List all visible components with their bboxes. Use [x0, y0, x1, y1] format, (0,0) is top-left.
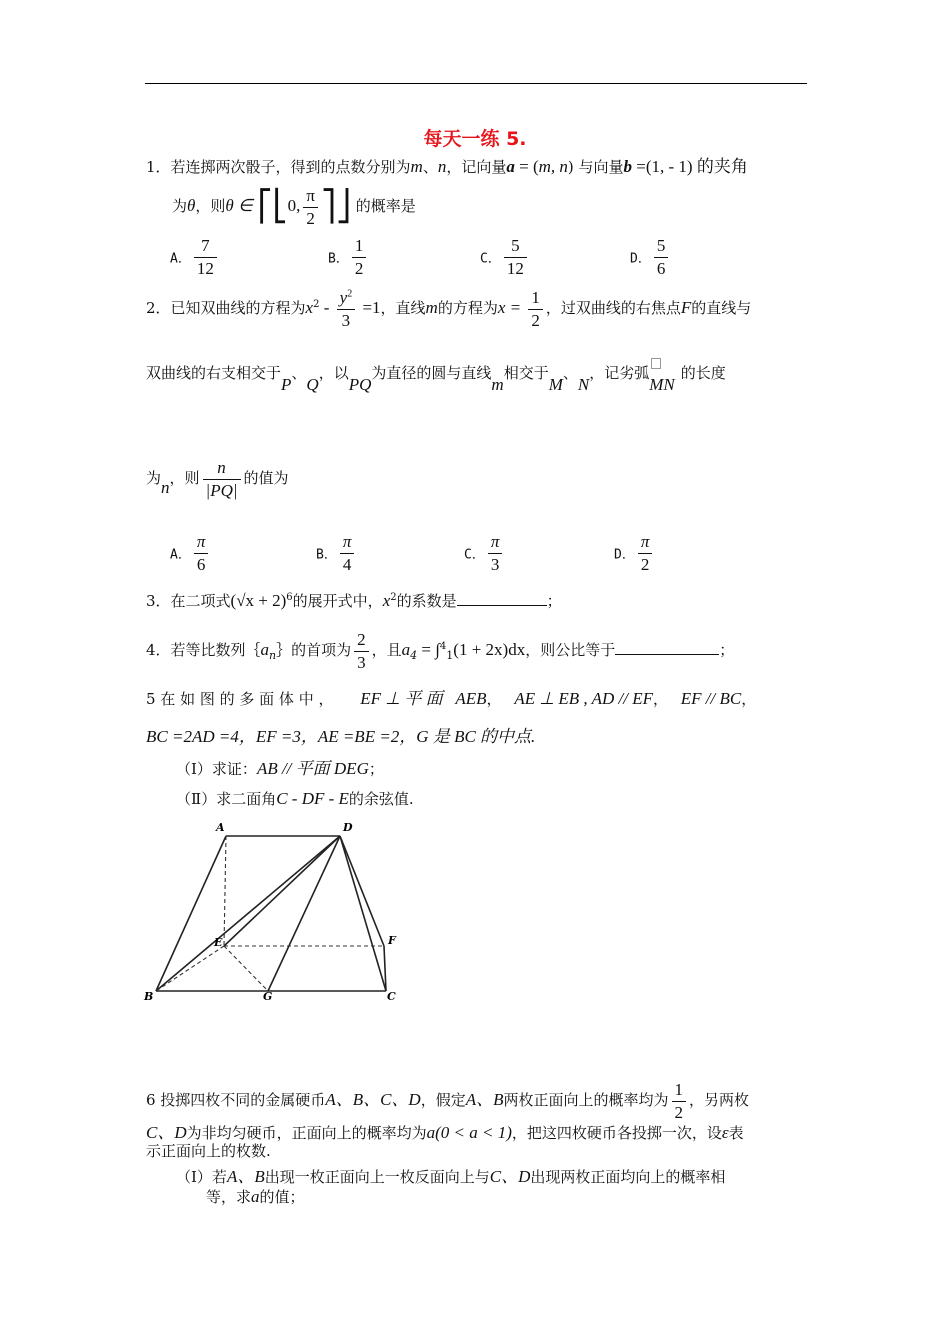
- q2-l2-c: 为直径的圆与直线: [371, 364, 492, 382]
- q3-text-c: 的系数是: [396, 592, 457, 610]
- q2-sq: 2: [313, 299, 320, 311]
- q5-c1: EF ⊥ 平 面: [360, 689, 443, 708]
- q6-p1-f: 等，求: [206, 1188, 252, 1206]
- q1-vector-a: a: [506, 157, 515, 176]
- q5-text: 5 在 如 图 的 多 面 体 中 ，: [146, 690, 334, 708]
- q2-l3-b: ，则: [169, 469, 200, 488]
- q2-l2-e: ，记劣弧: [589, 364, 650, 382]
- question-2-line-1: [146, 288, 751, 330]
- frac-den: 2: [306, 208, 315, 228]
- q1-l2-a: 为: [172, 197, 188, 216]
- frac-den: 12: [506, 258, 524, 278]
- q2-N: N: [577, 375, 590, 394]
- frac-den: 2: [354, 258, 364, 278]
- q2-text-b: ，直线: [380, 299, 426, 318]
- edge-DC: [340, 836, 386, 991]
- frac-num: 5: [504, 236, 527, 258]
- q1-option-b: [328, 236, 369, 278]
- q2-l3-a: 为: [146, 469, 162, 488]
- q2-option-a: [170, 532, 211, 574]
- question-5-line-1: [146, 684, 756, 709]
- q3-expr: (√x + 2): [230, 591, 287, 610]
- q2-text-c: 的方程为: [437, 299, 498, 318]
- q1-var-n: n: [437, 157, 447, 176]
- label-F: F: [388, 934, 396, 947]
- q4-n: n: [269, 649, 277, 663]
- label-E: E: [214, 936, 223, 949]
- q1-vector-b: b: [623, 157, 633, 176]
- label-A: A: [216, 821, 225, 834]
- frac-num: π: [638, 532, 653, 554]
- q2-option-d: [614, 532, 655, 574]
- question-1-line-2: [172, 186, 416, 228]
- q1-option-a: [170, 236, 220, 278]
- q6-p1-h: 的值；: [259, 1188, 305, 1206]
- q2-dun: 、: [291, 364, 307, 382]
- q5-c5: ，: [652, 690, 668, 708]
- q5-c4: AE ⊥ EB , AD // EF: [514, 689, 653, 708]
- q2-MN: MN: [649, 375, 675, 394]
- q4-a4: a: [401, 640, 411, 660]
- frac-num: 1: [352, 236, 367, 258]
- q2-F: F: [680, 298, 692, 318]
- frac-den: 4: [342, 554, 352, 574]
- q1-bval: =(1, - 1) 的夹角: [632, 157, 748, 176]
- q1-text-b: ，记向量: [446, 158, 507, 176]
- q3-sq: 2: [390, 592, 397, 603]
- q6-ab: A、B: [465, 1090, 504, 1110]
- option-label: B．: [328, 251, 349, 267]
- q4-two-thirds: [354, 630, 369, 672]
- frac-num: π: [488, 532, 503, 554]
- option-label: A．: [170, 251, 191, 267]
- q6-cd: C、D: [146, 1123, 187, 1142]
- q2-eq1: =1: [358, 298, 381, 318]
- q2-l2-f: 的长度: [680, 364, 726, 382]
- q3-text-b: 的展开式中，: [292, 592, 383, 610]
- q4-answer-blank[interactable]: [615, 654, 719, 655]
- question-4: [146, 630, 734, 672]
- q6-p1-b: A、B: [226, 1167, 265, 1186]
- q5-p2-b: C - DF - E: [276, 789, 349, 808]
- q4-text-d: ，则公比等于: [525, 641, 616, 660]
- label-B: B: [144, 990, 154, 1003]
- right-bracket: ⎤⎦: [320, 189, 351, 225]
- frac-den: 6: [656, 258, 666, 278]
- label-D: D: [343, 821, 353, 834]
- edge-AB: [156, 836, 226, 991]
- q1-l2-c: 的概率是: [355, 197, 416, 216]
- q5-c2: AEB: [455, 689, 487, 708]
- q4-four: 4: [410, 649, 418, 663]
- q6-text-e: 两枚正面向上的概率均为: [503, 1091, 669, 1110]
- label-G: G: [263, 990, 273, 1003]
- q6-p1-d: C、D: [489, 1167, 531, 1186]
- frac-num: 2: [354, 630, 369, 652]
- question-6-line-3: 示正面向上的枚数.: [146, 1142, 271, 1160]
- q5-p2-c: 的余弦值.: [348, 790, 414, 808]
- frac-den: 6: [196, 554, 206, 574]
- q4-end: ；: [719, 641, 735, 660]
- q4-text-b: ｝的首项为: [276, 641, 352, 660]
- q3-end: ；: [546, 592, 562, 610]
- q5-p1-b: AB // 平面 DEG: [256, 759, 369, 778]
- q1-text-c: ) 与向量: [567, 158, 624, 176]
- q2-n-over-pq: [203, 458, 241, 500]
- q1-pi-over-2: [303, 186, 318, 228]
- arc-placeholder-icon: [651, 358, 661, 369]
- frac-den: |PQ|: [205, 480, 238, 500]
- option-label: B．: [316, 547, 337, 563]
- q2-minus: -: [319, 298, 334, 318]
- question-6-line-1: [146, 1080, 749, 1122]
- q2-text-d: ，过双曲线的右焦点: [545, 299, 681, 318]
- q4-an: a: [260, 640, 270, 660]
- left-bracket: ⎡⎣: [257, 189, 288, 225]
- frac-den: 2: [531, 310, 540, 330]
- question-5-part-1: [176, 754, 384, 779]
- page-title: 每天一练 5.: [423, 128, 527, 150]
- q2-option-b: [316, 532, 357, 574]
- frac-den: 2: [674, 1102, 684, 1122]
- q2-text: 2．已知双曲线的方程为: [146, 299, 306, 318]
- question-6-part-1-cont: [206, 1186, 305, 1207]
- frac-den: 3: [341, 310, 351, 330]
- q2-m2: m: [491, 375, 504, 394]
- q4-integral: = ∫: [417, 640, 440, 660]
- q2-l2-d: 相交于: [503, 364, 549, 382]
- edge-EG: [224, 946, 268, 991]
- frac-num: 1: [672, 1080, 687, 1102]
- question-2-line-3: [146, 458, 289, 500]
- q5-p1-a: （Ⅰ）求证：: [176, 760, 257, 778]
- q2-n: n: [161, 478, 170, 498]
- q1-eq: = (: [514, 157, 539, 176]
- edge-DB: [156, 836, 340, 991]
- q6-text-l2b: 为非均匀硬币，正面向上的概率均为: [186, 1124, 427, 1142]
- q1-theta: θ: [187, 196, 196, 216]
- header-rule: [145, 83, 807, 84]
- q6-text-l2e: 表: [728, 1124, 744, 1142]
- q6-text: 6 投掷四枚不同的金属硬币: [146, 1091, 326, 1110]
- frac-num: π: [303, 186, 318, 208]
- q2-half: [528, 288, 543, 330]
- frac-num: y: [339, 288, 348, 307]
- frac-num: 5: [654, 236, 669, 258]
- q2-PQ: PQ: [348, 375, 372, 394]
- q1-option-c: [480, 236, 530, 278]
- edge-DE: [224, 836, 340, 946]
- q3-exp: 6: [286, 592, 293, 603]
- q1-zero: 0,: [287, 196, 301, 216]
- q1-in: θ ∈: [225, 196, 253, 216]
- option-label: D．: [630, 251, 651, 267]
- option-label: A．: [170, 547, 191, 563]
- q2-y2-over-3: $\frac{y^2}{3}$: [337, 288, 356, 330]
- frac-den: 2: [640, 554, 650, 574]
- q4-text-c: ，且: [371, 641, 402, 660]
- q2-text-e: 的直线与: [691, 299, 752, 318]
- q1-sep: 、: [422, 158, 438, 176]
- q1-l2-b: ，则: [195, 197, 226, 216]
- q2-l2-a: 双曲线的右支相交于: [146, 364, 282, 382]
- q6-p1-e: 出现两枚正面均向上的概率相: [530, 1168, 726, 1186]
- q2-option-c: [464, 532, 505, 574]
- question-2-line-2: [146, 362, 726, 394]
- q4-text: 4．若等比数列｛: [146, 641, 261, 660]
- question-5-part-2: [176, 788, 414, 809]
- q6-coins: A、B、C、D: [325, 1090, 421, 1110]
- q1-option-d: [630, 236, 671, 278]
- q2-l2-b: ，以: [318, 364, 349, 382]
- q2-P: P: [281, 375, 292, 394]
- q6-p1-a: （Ⅰ）若: [176, 1168, 227, 1186]
- q5-p1-c: ；: [368, 760, 384, 778]
- q2-Q: Q: [306, 375, 319, 394]
- q2-arc-mn: [649, 363, 675, 394]
- frac-den: 12: [196, 258, 214, 278]
- frac-num: n: [203, 458, 241, 480]
- question-6-part-1: [176, 1162, 725, 1187]
- q4-body: (1 + 2x)dx: [453, 640, 526, 660]
- q1-text: 1．若连掷两次骰子，得到的点数分别为: [146, 158, 411, 176]
- q4-lower: 1: [446, 649, 454, 663]
- edge-DG: [268, 836, 340, 991]
- q2-m: m: [425, 298, 438, 318]
- q4-upper: 4: [439, 641, 447, 653]
- label-C: C: [387, 990, 396, 1003]
- q2-x: x: [305, 298, 314, 318]
- q3-answer-blank[interactable]: [457, 605, 547, 606]
- q6-a-range: a(0 < a < 1): [426, 1123, 512, 1142]
- option-label: D．: [614, 547, 635, 563]
- q6-p1-c: 出现一枚正面向上一枚反面向上与: [264, 1168, 490, 1186]
- q2-dun2: 、: [562, 364, 578, 382]
- q6-epsilon: ε: [721, 1123, 729, 1142]
- q2-l3-c: 的值为: [243, 469, 289, 488]
- frac-num: π: [194, 532, 209, 554]
- q5-c6: EF // BC: [680, 689, 742, 708]
- q1-mn: m, n: [538, 157, 568, 176]
- q3-x: x: [382, 591, 391, 610]
- q1-var-m: m: [410, 157, 423, 176]
- frac-num: 7: [194, 236, 217, 258]
- option-label: C．: [464, 547, 485, 563]
- frac-den: 3: [490, 554, 500, 574]
- q6-text-c: ，假定: [420, 1091, 466, 1110]
- edge-DF: [340, 836, 384, 946]
- question-1-line-1: [146, 152, 748, 177]
- q5-c3: ，: [486, 690, 502, 708]
- option-label: C．: [480, 251, 501, 267]
- q5-p2-a: （Ⅱ）求二面角: [176, 790, 277, 808]
- frac-den: 3: [357, 652, 366, 672]
- frac-num: π: [340, 532, 355, 554]
- polyhedron-figure: [140, 816, 410, 1011]
- edge-AE: [224, 836, 226, 946]
- q6-text-l2d: ，把这四枚硬币各投掷一次，设: [511, 1124, 722, 1142]
- question-5-line-2: BC =2AD =4，EF =3，AE =BE =2，G 是 BC 的中点.: [146, 727, 536, 746]
- question-3: [146, 590, 562, 611]
- q6-text-f: ，另两枚: [689, 1091, 750, 1110]
- q6-p1-g: a: [251, 1187, 260, 1206]
- frac-num: 1: [528, 288, 543, 310]
- q2-xeq: x =: [497, 298, 526, 318]
- q2-M: M: [548, 375, 563, 394]
- q6-half: [672, 1080, 687, 1122]
- q3-text: 3．在二项式: [146, 592, 231, 610]
- q5-c7: ，: [741, 690, 757, 708]
